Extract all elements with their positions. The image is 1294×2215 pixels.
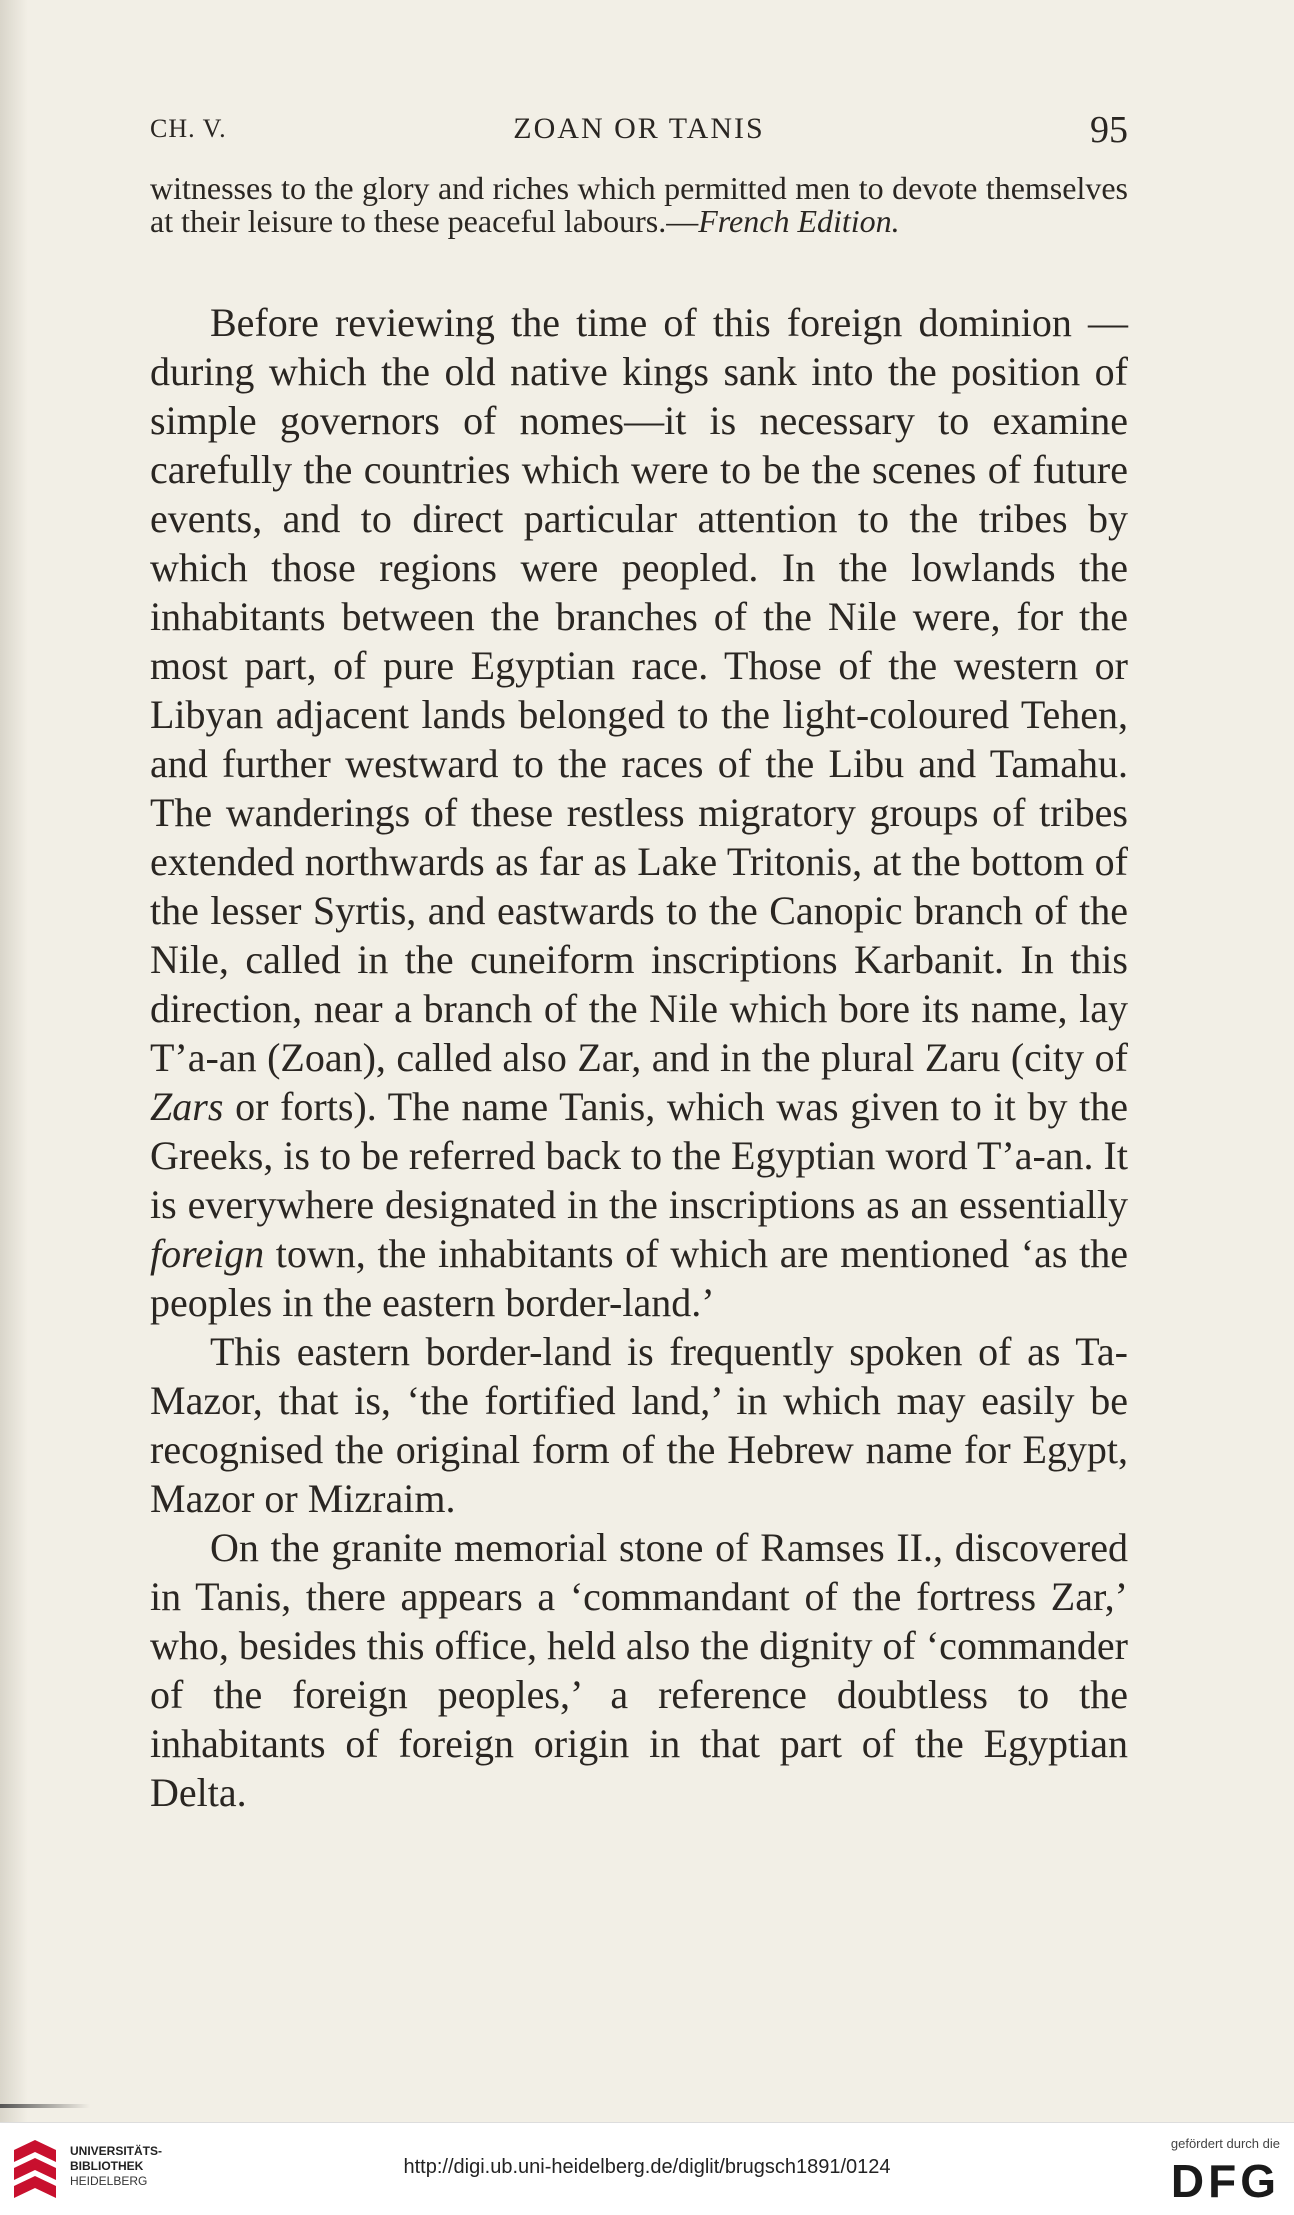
running-header <box>150 108 1128 152</box>
scan-edge-mark <box>0 2104 90 2108</box>
running-title: ZOAN OR TANIS <box>513 112 765 145</box>
paragraph-1-part-a: Before reviewing the time of this foreign dominion —during which the old native kings sank into the position of simple governors of nomes—it is necessary to examine carefully the countries which were to be the scenes of future events, and to direct particular attention to the tribes by which those regions were peopled. In the lowlands the inhabitants between the branches of the Nile were, for the most part, of pure Egyptian race. Those of the western or Libyan adjacent lands belonged to the light-coloured Tehen, and further westward to the races of the Libu and Tamahu. The wanderings of these restless migratory groups of tribes extended northwards as far as Lake Tritonis, at the bottom of the lesser Syrtis, and eastwards to the Canopic branch of the Nile, called in the cuneiform inscriptions Karbanit. In this direction, near a branch of the Nile which bore its name, lay T’a-an (Zoan), called also Zar, and in the plural Zaru (city of <box>150 300 1128 1080</box>
paragraph-3: On the granite memorial stone of Ramses II., discovered in Tanis, there appears a ‘commandant of the fortress Zar,’ who, besides this office, held also the dignity of ‘commander of the foreign peoples,’ a reference doubtless to the inhabitants of foreign origin in that part of the Egyptian Delta. <box>150 1525 1128 1815</box>
paragraph-1-part-c: town, the inhabitants of which are mentioned ‘as the peoples in the eastern border-land.’ <box>150 1231 1128 1325</box>
dfg-logo: DFG <box>1170 2155 1280 2207</box>
paragraph-1-part-b: or forts). The name Tanis, which was given to it by the Greeks, is to be referred back to the Egyptian word T’a-an. It is everywhere designated in the inscriptions as an essentially <box>150 1084 1128 1227</box>
italic-foreign: foreign <box>150 1231 265 1276</box>
page-gutter-shadow <box>0 0 28 2122</box>
library-line-1: UNIVERSITÄTS- <box>70 2144 163 2158</box>
chapter-label: CH. V. <box>150 114 227 143</box>
main-text <box>150 298 1128 1817</box>
library-line-2: BIBLIOTHEK <box>70 2159 144 2173</box>
paragraph-2: This eastern border-land is frequently spoken of as Ta-Mazor, that is, ‘the fortified land,’ in which may easily be recognised the original form of the Hebrew name for Egypt, Mazor or Mizraim. <box>150 1329 1128 1521</box>
footnote-continuation <box>150 172 1128 238</box>
note-text: witnesses to the glory and riches which permitted men to devote themselves at their leisure to these peaceful labours.— <box>150 170 1128 239</box>
note-italic: French Edition. <box>698 203 900 239</box>
library-line-3: HEIDELBERG <box>70 2174 148 2188</box>
paragraph-1 <box>150 298 1128 1327</box>
funded-by-label: gefördert durch die <box>1170 2136 1280 2151</box>
italic-zars: Zars <box>150 1084 224 1129</box>
page-number: 95 <box>1090 109 1128 151</box>
permalink-url[interactable]: http://digi.ub.uni-heidelberg.de/diglit/brugsch1891/0124 <box>403 2156 891 2178</box>
